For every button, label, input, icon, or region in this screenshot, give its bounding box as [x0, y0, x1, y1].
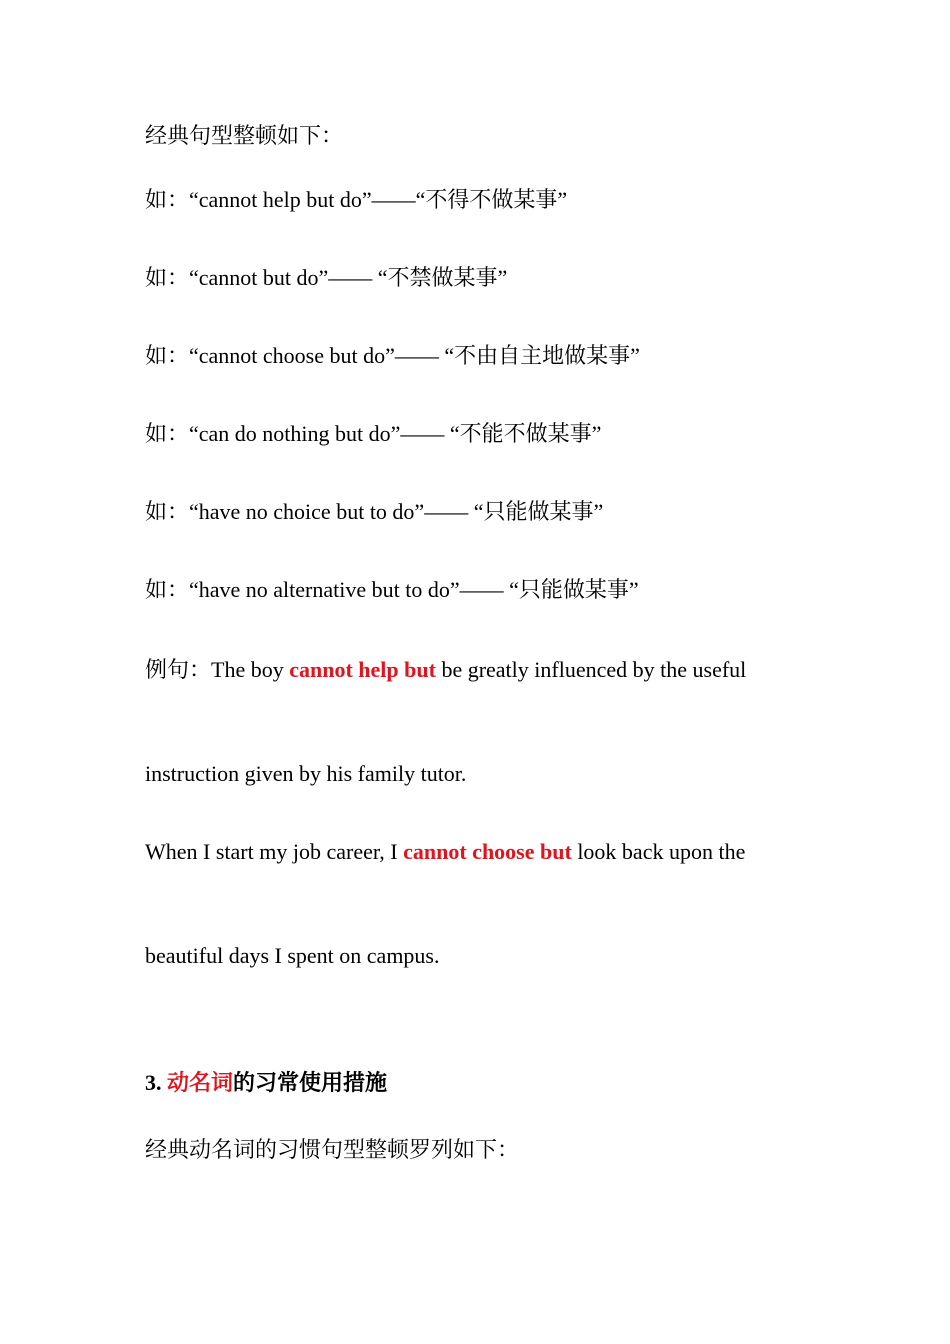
- pattern-line: 如：“cannot help but do”——“不得不做某事”: [145, 187, 568, 212]
- section-heading: [145, 1068, 387, 1098]
- example-1-suffix: be greatly influenced by the useful: [435, 657, 747, 682]
- pattern-line: 如：“have no choice but to do”—— “只能做某事”: [145, 499, 604, 524]
- pattern-line: 如：“have no alternative but to do”—— “只能做某事”: [145, 577, 639, 602]
- example-sentence-1: [145, 655, 746, 685]
- example-1-continuation: instruction given by his family tutor.: [145, 761, 467, 786]
- outro-text: 经典动名词的习惯句型整顿罗列如下：: [145, 1137, 520, 1162]
- pattern-line: 如：“can do nothing but do”—— “不能不做某事”: [145, 421, 602, 446]
- example-sentence-2: [145, 837, 745, 867]
- example-2-prefix: When I start my job career, I: [145, 839, 404, 864]
- section-highlight: 动名词: [167, 1070, 234, 1095]
- pattern-line: 如：“cannot choose but do”—— “不由自主地做某事”: [145, 343, 640, 368]
- example-2-suffix: look back upon the: [571, 839, 746, 864]
- example-2-highlight: cannot choose but: [403, 839, 572, 864]
- intro-text: 经典句型整顿如下：: [145, 123, 344, 148]
- example-1-prefix: 例句：The boy: [145, 657, 290, 682]
- pattern-line: 如：“cannot but do”—— “不禁做某事”: [145, 265, 508, 290]
- section-rest: 的习常使用措施: [233, 1070, 388, 1095]
- example-1-highlight: cannot help but: [289, 657, 436, 682]
- example-2-continuation: beautiful days I spent on campus.: [145, 943, 440, 968]
- section-number: 3.: [145, 1070, 167, 1095]
